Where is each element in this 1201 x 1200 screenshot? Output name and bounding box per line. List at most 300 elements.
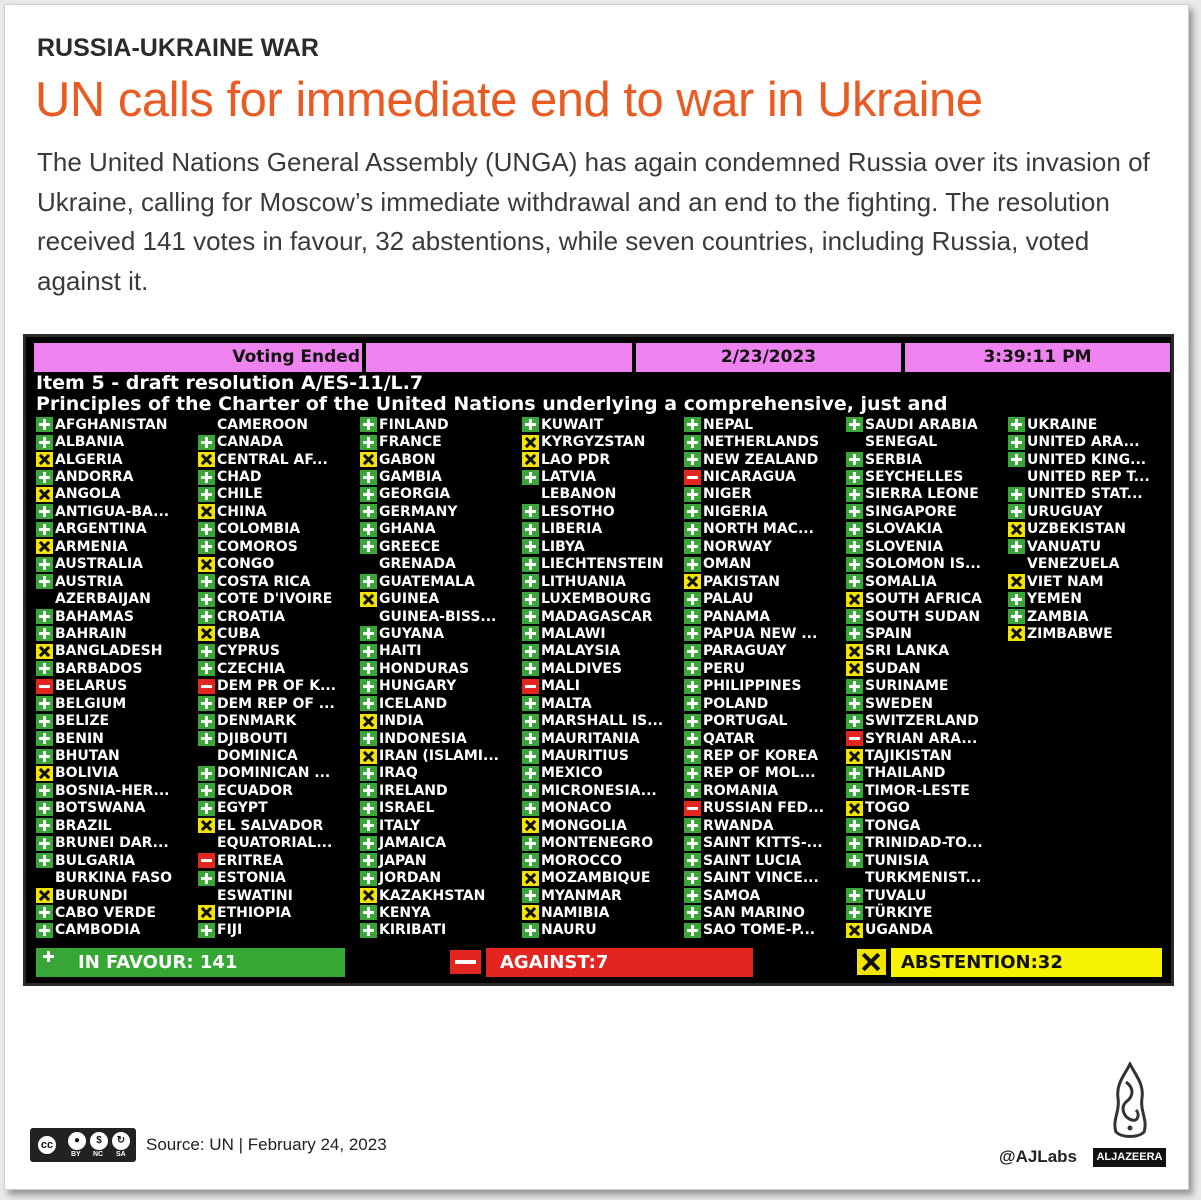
country-row: [846, 817, 983, 834]
x-icon: [846, 661, 863, 676]
x-icon: [36, 452, 53, 467]
cc-icon: cc: [35, 1133, 59, 1157]
plus-icon: [360, 504, 377, 519]
country-row: [360, 747, 499, 764]
country-name: GABON: [379, 451, 436, 468]
country-row: [360, 433, 499, 450]
country-row: [846, 887, 983, 904]
plus-icon: [846, 766, 863, 781]
country-name: NEW ZEALAND: [703, 451, 819, 468]
plus-icon: [684, 626, 701, 641]
country-name: SIERRA LEONE: [865, 486, 979, 503]
x-icon: [198, 818, 215, 833]
country-name: ANDORRA: [55, 469, 134, 486]
country-row: [360, 660, 499, 677]
country-row: [522, 538, 664, 555]
voting-board: [23, 334, 1174, 986]
no-vote-icon: [198, 888, 215, 903]
plus-icon: [522, 696, 539, 711]
country-row: [36, 521, 172, 538]
plus-icon: [36, 749, 53, 764]
country-row: [846, 556, 983, 573]
country-row: [1008, 590, 1150, 607]
x-icon: [846, 749, 863, 764]
plus-icon: [360, 766, 377, 781]
country-name: VIET NAM: [1027, 573, 1104, 590]
country-name: HAITI: [379, 643, 422, 660]
plus-icon: [1008, 487, 1025, 502]
country-name: PARAGUAY: [703, 643, 787, 660]
country-name: SAN MARINO: [703, 904, 805, 921]
country-row: [198, 852, 336, 869]
x-icon: [198, 626, 215, 641]
country-name: NORWAY: [703, 538, 772, 555]
country-name: CHILE: [217, 486, 263, 503]
country-name: LIBERIA: [541, 521, 603, 538]
plus-icon: [684, 853, 701, 868]
country-name: KENYA: [379, 904, 431, 921]
plus-icon: [522, 836, 539, 851]
plus-icon: [198, 644, 215, 659]
plus-icon: [684, 714, 701, 729]
plus-icon: [198, 487, 215, 502]
country-column: [360, 416, 499, 939]
plus-icon: [360, 487, 377, 502]
country-name: DEM REP OF ...: [217, 695, 335, 712]
plus-icon: [360, 905, 377, 920]
plus-icon: [1008, 417, 1025, 432]
country-row: [684, 765, 824, 782]
country-row: [684, 521, 824, 538]
country-name: BRUNEI DAR...: [55, 835, 169, 852]
country-name: UZBEKISTAN: [1027, 521, 1126, 538]
country-name: KYRGYZSTAN: [541, 434, 646, 451]
country-row: [360, 922, 499, 939]
country-row: [846, 852, 983, 869]
country-row: [684, 660, 824, 677]
country-name: JAMAICA: [379, 835, 447, 852]
plus-icon: [360, 539, 377, 554]
no-vote-icon: [360, 557, 377, 572]
plus-icon: [198, 714, 215, 729]
plus-icon: [684, 749, 701, 764]
x-icon: [522, 905, 539, 920]
plus-icon: [1008, 504, 1025, 519]
country-row: [1008, 486, 1150, 503]
plus-icon: [684, 417, 701, 432]
plus-icon: [684, 487, 701, 502]
plus-icon: [36, 818, 53, 833]
country-name: NAMIBIA: [541, 904, 610, 921]
country-row: [1008, 556, 1150, 573]
plus-icon: [846, 783, 863, 798]
country-row: [36, 887, 172, 904]
country-row: [36, 486, 172, 503]
country-row: [1008, 451, 1150, 468]
country-name: DEM PR OF K...: [217, 678, 337, 695]
country-row: [1008, 416, 1150, 433]
country-row: [522, 433, 664, 450]
country-row: [360, 887, 499, 904]
country-name: MONGOLIA: [541, 817, 627, 834]
plus-icon: [198, 871, 215, 886]
plus-icon: [360, 417, 377, 432]
plus-icon: [684, 609, 701, 624]
plus-icon: [684, 661, 701, 676]
country-row: [522, 747, 664, 764]
plus-icon: [846, 888, 863, 903]
favour-total: IN FAVOUR: 141: [78, 952, 238, 973]
x-icon: [1008, 522, 1025, 537]
by-label: BY: [71, 1151, 81, 1158]
plus-icon: [360, 783, 377, 798]
country-row: [684, 747, 824, 764]
x-icon: [1008, 574, 1025, 589]
plus-icon: [36, 783, 53, 798]
plus-icon: [36, 696, 53, 711]
x-icon: [198, 557, 215, 572]
country-name: SAO TOME-P...: [703, 922, 816, 939]
plus-icon: [36, 853, 53, 868]
country-name: BRAZIL: [55, 817, 112, 834]
plus-icon: [522, 749, 539, 764]
country-name: FINLAND: [379, 416, 449, 433]
country-name: CABO VERDE: [55, 904, 156, 921]
country-name: SRI LANKA: [865, 643, 950, 660]
country-row: [360, 695, 499, 712]
country-row: [360, 835, 499, 852]
country-row: [36, 852, 172, 869]
country-name: NAURU: [541, 922, 597, 939]
country-row: [198, 712, 336, 729]
country-row: [522, 503, 664, 520]
country-name: UNITED STAT...: [1027, 486, 1143, 503]
plus-icon: [846, 679, 863, 694]
plus-icon: [36, 731, 53, 746]
plus-icon: [846, 539, 863, 554]
country-name: ANGOLA: [55, 486, 121, 503]
country-name: BELIZE: [55, 713, 110, 730]
country-row: [36, 747, 172, 764]
country-name: CENTRAL AF...: [217, 451, 328, 468]
country-name: COTE D'IVOIRE: [217, 591, 333, 608]
country-name: MAURITIUS: [541, 748, 629, 765]
country-name: TÜRKIYE: [865, 904, 933, 921]
plus-icon: [522, 470, 539, 485]
x-icon: [360, 452, 377, 467]
country-name: THAILAND: [865, 765, 946, 782]
country-row: [36, 695, 172, 712]
country-row: [1008, 573, 1150, 590]
country-name: FIJI: [217, 922, 243, 939]
country-name: AUSTRALIA: [55, 556, 143, 573]
country-name: SWITZERLAND: [865, 713, 979, 730]
country-name: MYANMAR: [541, 887, 622, 904]
plus-icon: [36, 923, 53, 938]
country-name: JAPAN: [379, 852, 427, 869]
country-name: EGYPT: [217, 800, 268, 817]
country-name: LATVIA: [541, 469, 597, 486]
plus-icon: [360, 853, 377, 868]
plus-icon: [36, 836, 53, 851]
country-name: LUXEMBOURG: [541, 591, 652, 608]
country-name: HUNGARY: [379, 678, 457, 695]
plus-icon: [36, 522, 53, 537]
country-name: GAMBIA: [379, 469, 442, 486]
plus-icon: [522, 504, 539, 519]
country-name: LIBYA: [541, 538, 585, 555]
country-name: BURKINA FASO: [55, 870, 173, 887]
country-name: URUGUAY: [1027, 503, 1103, 520]
country-row: [36, 869, 172, 886]
country-row: [684, 782, 824, 799]
plus-icon: [846, 522, 863, 537]
plus-icon: [198, 731, 215, 746]
country-name: LIECHTENSTEIN: [541, 556, 664, 573]
country-name: CONGO: [217, 556, 275, 573]
country-row: [198, 556, 336, 573]
country-name: INDONESIA: [379, 730, 467, 747]
country-name: ZAMBIA: [1027, 608, 1089, 625]
country-row: [1008, 468, 1150, 485]
country-row: [846, 800, 983, 817]
country-row: [198, 869, 336, 886]
country-name: TAJIKISTAN: [865, 748, 952, 765]
country-row: [360, 730, 499, 747]
country-name: KAZAKHSTAN: [379, 887, 486, 904]
country-name: NETHERLANDS: [703, 434, 820, 451]
country-row: [522, 695, 664, 712]
country-row: [846, 904, 983, 921]
country-row: [360, 782, 499, 799]
country-row: [36, 660, 172, 677]
country-row: [198, 887, 336, 904]
country-name: POLAND: [703, 695, 769, 712]
country-row: [522, 625, 664, 642]
country-row: [846, 712, 983, 729]
plus-icon: [684, 836, 701, 851]
country-name: PAKISTAN: [703, 573, 780, 590]
country-name: COLOMBIA: [217, 521, 301, 538]
country-row: [198, 416, 336, 433]
country-name: PHILIPPINES: [703, 678, 802, 695]
country-row: [360, 817, 499, 834]
country-row: [360, 608, 499, 625]
country-row: [846, 922, 983, 939]
country-row: [36, 678, 172, 695]
country-name: MOROCCO: [541, 852, 622, 869]
country-row: [846, 503, 983, 520]
plus-icon: [1008, 609, 1025, 624]
plus-icon: [684, 731, 701, 746]
country-name: KUWAIT: [541, 416, 604, 433]
country-name: IRAQ: [379, 765, 418, 782]
no-vote-icon: [846, 871, 863, 886]
country-column: [36, 416, 172, 939]
country-name: EL SALVADOR: [217, 817, 324, 834]
country-name: YEMEN: [1027, 591, 1082, 608]
minus-icon: [198, 853, 215, 868]
plus-icon: [522, 731, 539, 746]
country-name: INDIA: [379, 713, 424, 730]
plus-icon: [684, 592, 701, 607]
country-name: CROATIA: [217, 608, 285, 625]
plus-icon: [360, 661, 377, 676]
plus-icon: [684, 783, 701, 798]
country-name: RWANDA: [703, 817, 774, 834]
country-name: KIRIBATI: [379, 922, 447, 939]
plus-icon: [1008, 435, 1025, 450]
country-row: [36, 538, 172, 555]
country-name: MONTENEGRO: [541, 835, 654, 852]
country-row: [522, 486, 664, 503]
country-row: [522, 765, 664, 782]
country-name: DOMINICA: [217, 748, 298, 765]
plus-icon: [846, 557, 863, 572]
country-row: [522, 643, 664, 660]
plus-icon: [360, 836, 377, 851]
country-row: [198, 503, 336, 520]
plus-icon: [522, 557, 539, 572]
aljazeera-wordmark: ALJAZEERA: [1093, 1148, 1166, 1167]
country-name: NORTH MAC...: [703, 521, 814, 538]
plus-icon: [198, 696, 215, 711]
country-row: [522, 468, 664, 485]
country-row: [684, 486, 824, 503]
resolution-subtitle: Principles of the Charter of the United Nations underlying a comprehensive, just and: [36, 393, 948, 415]
country-name: TURKMENIST...: [865, 870, 982, 887]
country-name: ANTIGUA-BA...: [55, 503, 170, 520]
country-row: [360, 904, 499, 921]
x-icon: [522, 818, 539, 833]
country-name: IRELAND: [379, 782, 448, 799]
country-name: TUVALU: [865, 887, 927, 904]
x-icon: [846, 801, 863, 816]
country-name: REP OF MOL...: [703, 765, 816, 782]
country-name: SAUDI ARABIA: [865, 416, 978, 433]
country-row: [360, 556, 499, 573]
country-column: [198, 416, 336, 939]
plus-icon: [1008, 452, 1025, 467]
plus-icon: [684, 766, 701, 781]
minus-icon: [846, 731, 863, 746]
country-row: [198, 625, 336, 642]
minus-icon: [684, 801, 701, 816]
country-name: CHINA: [217, 503, 267, 520]
x-icon: [36, 487, 53, 502]
country-row: [684, 869, 824, 886]
country-row: [846, 486, 983, 503]
country-row: [522, 451, 664, 468]
by-icon: ●: [68, 1132, 86, 1150]
plus-icon: [360, 679, 377, 694]
country-row: [1008, 433, 1150, 450]
country-name: ARGENTINA: [55, 521, 147, 538]
country-row: [846, 608, 983, 625]
country-row: [36, 835, 172, 852]
plus-icon: [360, 696, 377, 711]
country-row: [684, 730, 824, 747]
country-name: SUDAN: [865, 660, 921, 677]
country-row: [522, 712, 664, 729]
country-name: COSTA RICA: [217, 573, 311, 590]
country-row: [360, 590, 499, 607]
plus-icon: [522, 644, 539, 659]
kicker: RUSSIA-UKRAINE WAR: [37, 34, 319, 62]
country-row: [522, 416, 664, 433]
country-row: [360, 503, 499, 520]
footer: [30, 1125, 387, 1165]
favour-total-bar: [36, 948, 345, 977]
plus-icon: [522, 626, 539, 641]
country-name: AZERBAIJAN: [55, 591, 151, 608]
plus-icon: [684, 679, 701, 694]
abstention-total-bar: [857, 948, 1162, 977]
country-name: BOTSWANA: [55, 800, 146, 817]
country-row: [522, 556, 664, 573]
plus-icon: [846, 452, 863, 467]
sa-icon: ↻: [112, 1132, 130, 1150]
country-row: [198, 730, 336, 747]
country-row: [846, 869, 983, 886]
country-row: [198, 451, 336, 468]
country-name: GUINEA-BISS...: [379, 608, 497, 625]
country-name: ZIMBABWE: [1027, 625, 1113, 642]
country-name: MALAWI: [541, 625, 606, 642]
country-row: [198, 800, 336, 817]
country-row: [36, 922, 172, 939]
plus-icon: [360, 574, 377, 589]
header-blank-cell: [366, 343, 632, 372]
plus-icon: [522, 574, 539, 589]
plus-icon: [40, 949, 68, 975]
country-name: SOUTH SUDAN: [865, 608, 981, 625]
country-row: [522, 922, 664, 939]
country-name: SAINT VINCE...: [703, 870, 819, 887]
country-row: [684, 468, 824, 485]
plus-icon: [36, 435, 53, 450]
country-row: [36, 643, 172, 660]
plus-icon: [36, 905, 53, 920]
country-row: [684, 922, 824, 939]
country-row: [36, 433, 172, 450]
country-row: [36, 730, 172, 747]
plus-icon: [846, 626, 863, 641]
country-name: AUSTRIA: [55, 573, 124, 590]
x-icon: [522, 435, 539, 450]
country-name: TRINIDAD-TO...: [865, 835, 983, 852]
country-row: [684, 887, 824, 904]
plus-icon: [36, 801, 53, 816]
country-name: SINGAPORE: [865, 503, 957, 520]
country-row: [36, 590, 172, 607]
country-name: SOLOMON IS...: [865, 556, 981, 573]
country-row: [360, 869, 499, 886]
country-name: CAMBODIA: [55, 922, 141, 939]
x-icon: [198, 504, 215, 519]
country-name: LAO PDR: [541, 451, 611, 468]
minus-icon: [36, 679, 53, 694]
country-name: BANGLADESH: [55, 643, 163, 660]
country-row: [522, 869, 664, 886]
country-row: [522, 590, 664, 607]
country-row: [522, 660, 664, 677]
country-name: BELARUS: [55, 678, 128, 695]
country-row: [846, 660, 983, 677]
country-row: [684, 573, 824, 590]
country-name: EQUATORIAL...: [217, 835, 333, 852]
nc-label: NC: [93, 1151, 104, 1158]
